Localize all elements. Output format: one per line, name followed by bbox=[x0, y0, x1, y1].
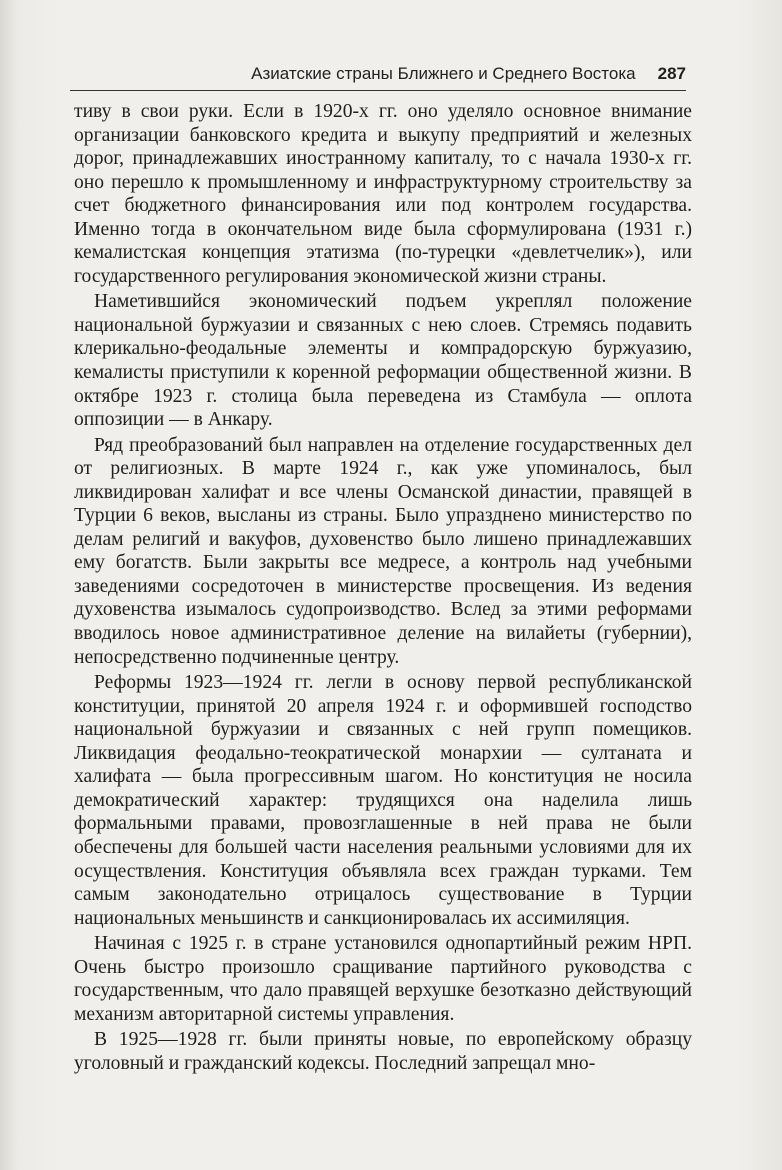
running-title: Азиатские страны Ближнего и Среднего Востока bbox=[251, 64, 636, 83]
paragraph: Ряд преобразований был направлен на отделение государственных дел от религиозных. В марте 1924 г., как уже упоминалось, был ликвидирован халифат и все члены Османской династии, правящей в Турции 6 веков, высланы из страны. Было упразднено министерство по делам религий и вакуфов, духовенство было лишено принадлежавших ему богатств. Были закрыты все медресе, а контроль над учебными заведениями сосредоточен в министерстве просвещения. Из ведения духовенства изымалось судопроизводство. Вслед за этими реформами вводилось новое административное деление на вилайеты (губернии), непосредственно подчиненные центру. bbox=[74, 434, 692, 668]
paragraph: В 1925—1928 гг. были приняты новые, по европейскому образцу уголовный и гражданский кодексы. Последний запрещал мно- bbox=[74, 1029, 692, 1074]
paragraph: Наметившийся экономический подъем укреплял положение национальной буржуазии и связанных с нею слоев. Стремясь подавить клерикально-феодальные элементы и компрадорскую буржуазию, кемалисты приступили к коренной реформации общественной жизни. В октябре 1923 г. столица была переведена из Стамбула — оплота оппозиции — в Анкару. bbox=[74, 291, 692, 431]
paragraph: Начиная с 1925 г. в стране установился однопартийный режим НРП. Очень быстро произошло сращивание партийного руководства с государственным, что дало правящей верхушке безотказно действующий механизм авторитарной системы управления. bbox=[74, 933, 692, 1025]
header-rule bbox=[70, 90, 686, 91]
paragraph: тиву в свои руки. Если в 1920-х гг. оно уделяло основное внимание организации банковского кредита и выкупу предприятий и железных дорог, принадлежавших иностранному капиталу, то с начала 1930-х гг. оно перешло к промышленному и инфраструктурному строительству за счет бюджетного финансирования или под контролем государства. Именно тогда в окончательном виде была сформулирована (1931 г.) кемалистская концепция этатизма (по-турецки «девлетчелик»), или государственного регулирования экономической жизни страны. bbox=[74, 101, 692, 287]
body-text bbox=[74, 100, 692, 1075]
paragraph: Реформы 1923—1924 гг. легли в основу первой республиканской конституции, принятой 20 апреля 1924 г. и оформившей господство национальной буржуазии и связанных с ней групп помещиков. Ликвидация феодально-теократической монархии — султаната и халифата — была прогрессивным шагом. Но конституция не носила демократический характер: трудящихся она наделила лишь формальными правами, провозглашенные в ней права не были обеспечены для большей части населения реальными условиями для их осуществления. Конституция объявляла всех граждан турками. Тем самым законодательно отрицалось существование в Турции национальных меньшинств и санкционировалась их ассимиляция. bbox=[74, 672, 692, 929]
page-number: 287 bbox=[657, 64, 686, 83]
page-header bbox=[70, 64, 686, 88]
